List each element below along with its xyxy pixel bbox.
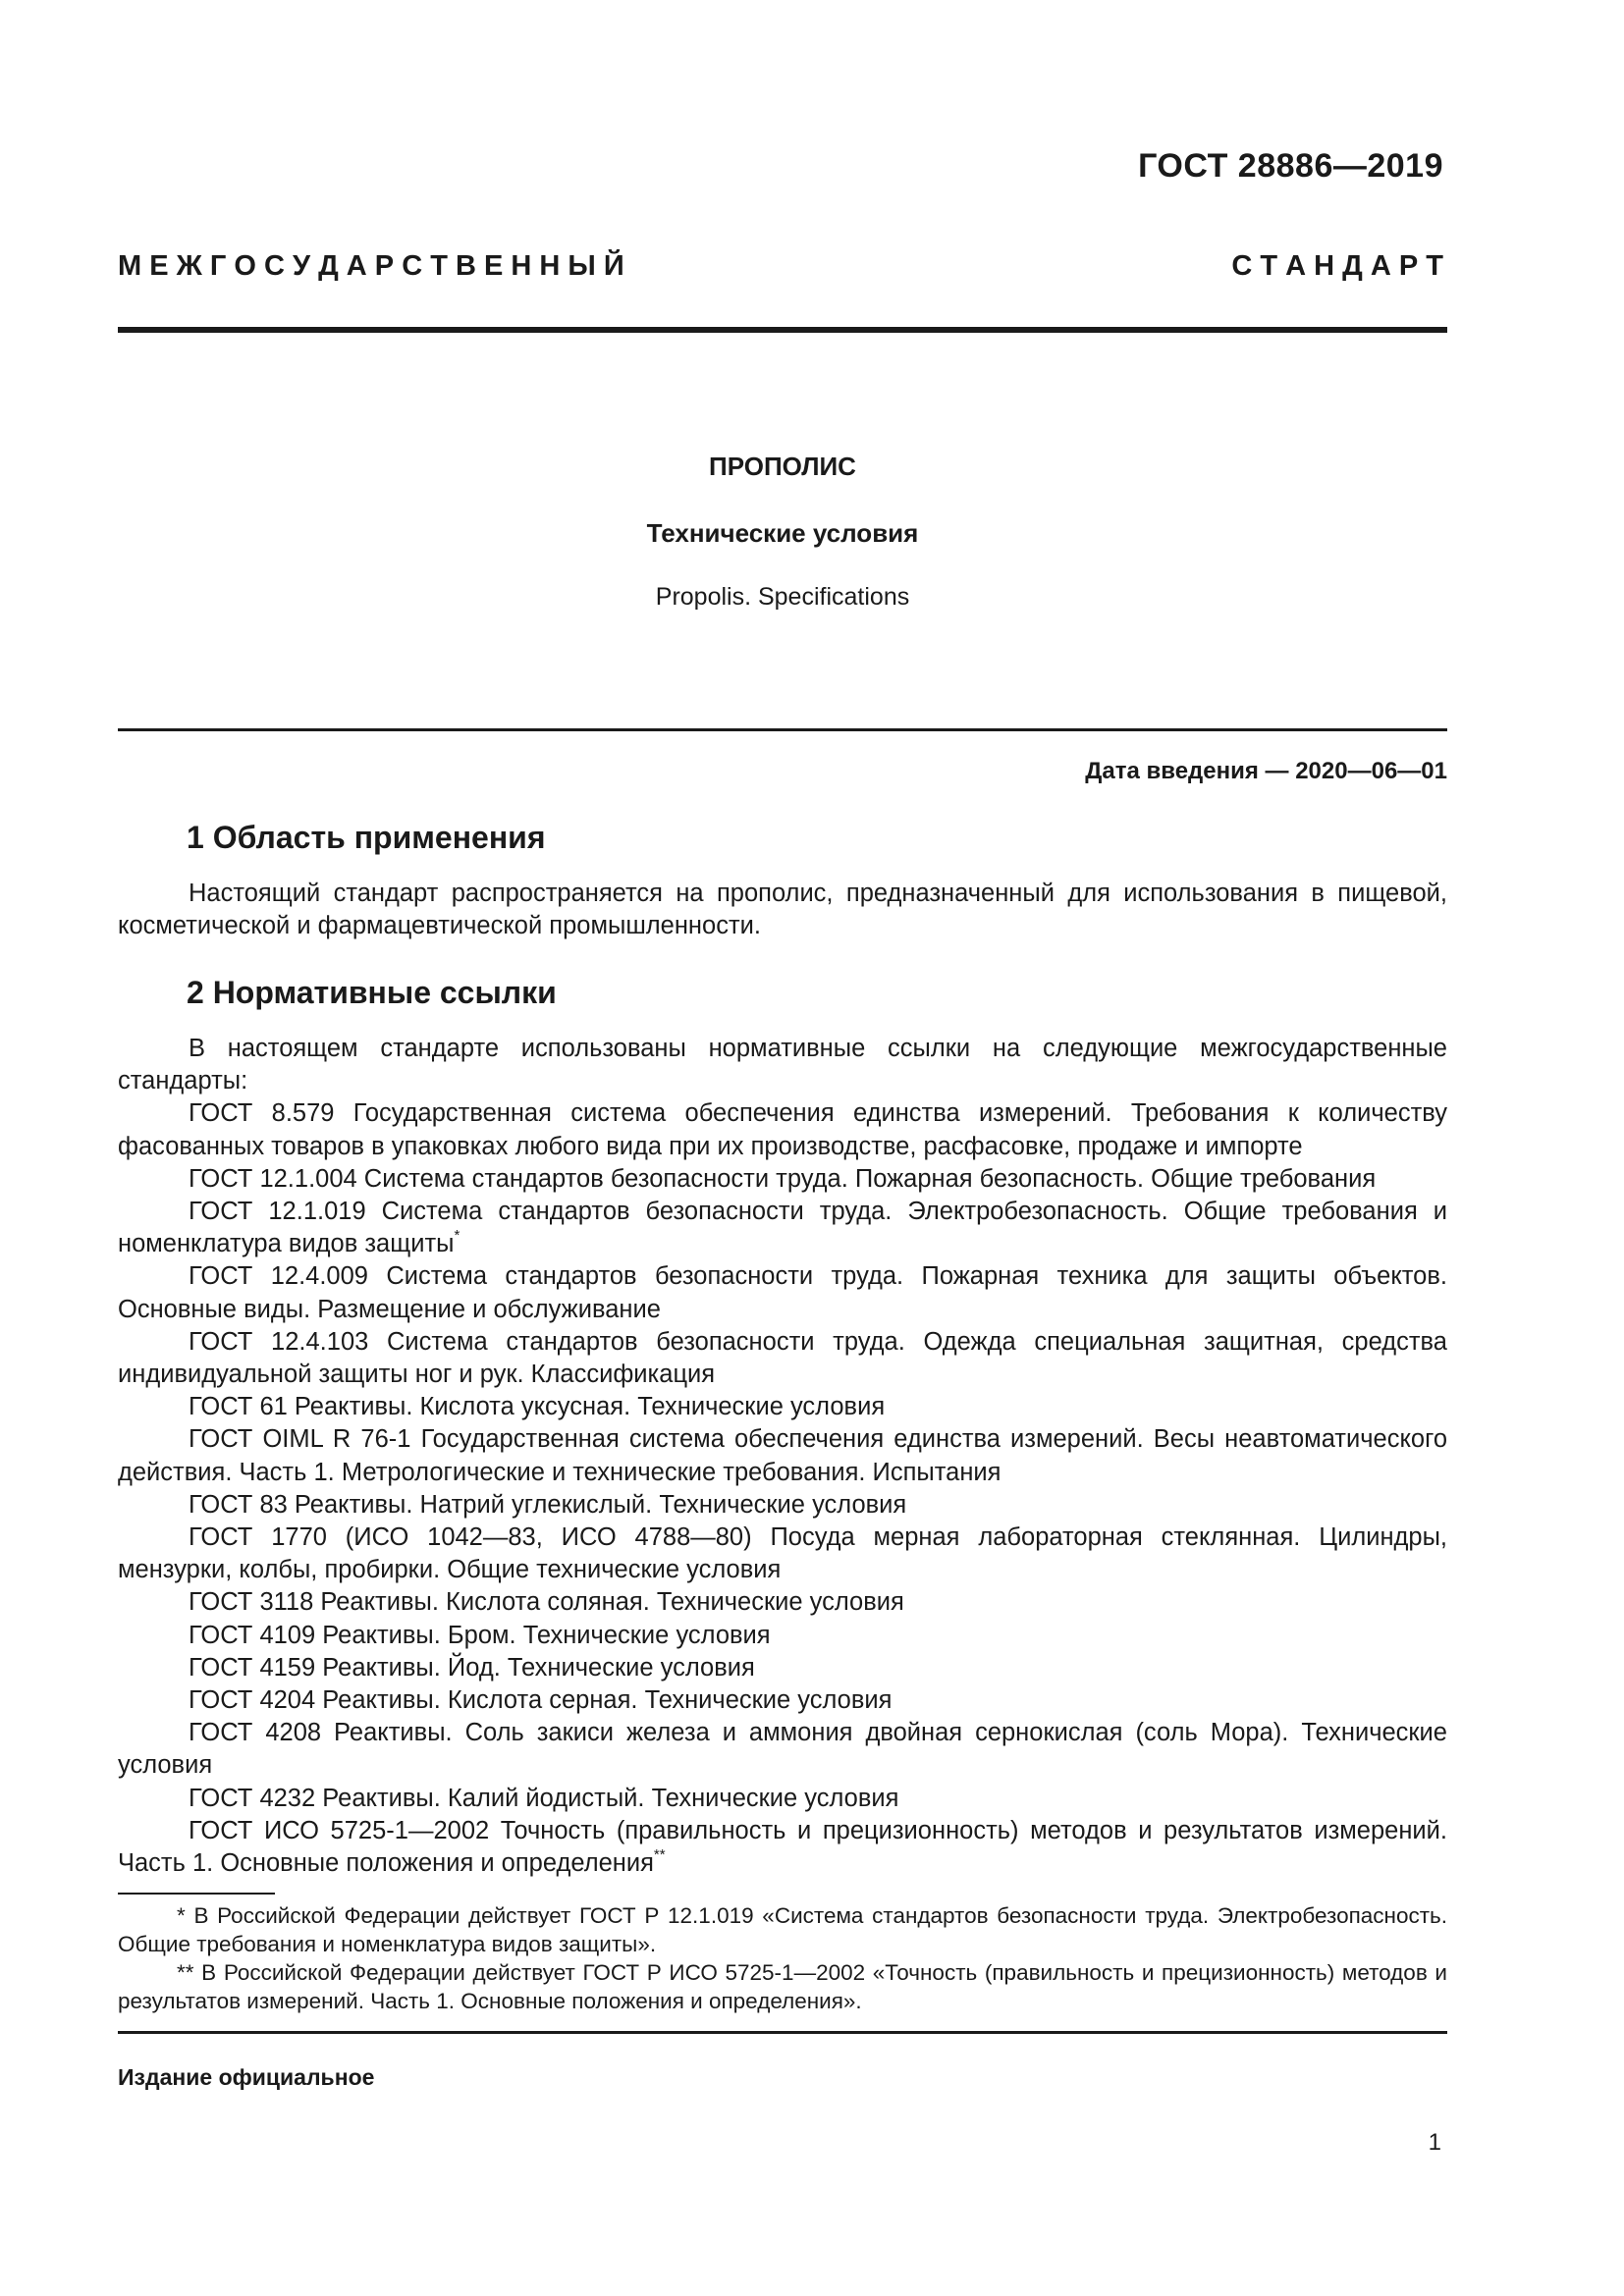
- reference-item: ГОСТ 4204 Реактивы. Кислота серная. Технические условия: [189, 1686, 893, 1715]
- reference-item: ГОСТ 4232 Реактивы. Калий йодистый. Технические условия: [189, 1784, 899, 1812]
- reference-item: ГОСТ 12.4.009 Система стандартов безопасности труда. Пожарная техника для защиты объектов. Основные виды. Размещение и обслуживание: [118, 1262, 1447, 1323]
- scope-paragraph: Настоящий стандарт распространяется на прополис, предназначенный для использования в пищевой, косметической и фармацевтической промышленности.: [118, 880, 1447, 940]
- section-heading-normative-references: 2 Нормативные ссылки: [187, 975, 557, 1010]
- title-rule: [118, 728, 1447, 731]
- page-number: 1: [1428, 2129, 1441, 2156]
- gost-number: ГОСТ 28886—2019: [1138, 147, 1443, 185]
- reference-item: ГОСТ 1770 (ИСО 1042—83, ИСО 4788—80) Посуда мерная лабораторная стеклянная. Цилиндры, мензурки, колбы, пробирки. Общие технические условия: [118, 1523, 1447, 1584]
- references-intro: В настоящем стандарте использованы нормативные ссылки на следующие межгосударственные стандарты:: [118, 1035, 1447, 1095]
- header-rule: [118, 327, 1447, 333]
- reference-item: ГОСТ 12.4.103 Система стандартов безопасности труда. Одежда специальная защитная, средства индивидуальной защиты ног и рук. Классификация: [118, 1327, 1447, 1389]
- reference-item: ГОСТ 4159 Реактивы. Йод. Технические условия: [189, 1653, 755, 1682]
- footnote-2: ** В Российской Федерации действует ГОСТ Р ИСО 5725-1—2002 «Точность (правильность и прецизионность) методов и результатов измерений. Часть 1. Основные положения и определения».: [118, 1960, 1447, 2013]
- document-title: ПРОПОЛИС: [709, 452, 856, 481]
- document-subtitle: Технические условия: [646, 518, 919, 548]
- reference-item-text: ГОСТ ИСО 5725-1—2002 Точность (правильность и прецизионность) методов и результатов измерений. Часть 1. Основные положения и определения: [118, 1816, 1447, 1878]
- section-scope-text: [118, 878, 1447, 942]
- footer-rule: [118, 2031, 1447, 2034]
- reference-item: [118, 1196, 1447, 1260]
- banner-word-standard: С Т А Н Д А Р Т: [1231, 250, 1443, 282]
- reference-item: ГОСТ 12.1.004 Система стандартов безопасности труда. Пожарная безопасность. Общие требования: [189, 1164, 1377, 1193]
- reference-item: [118, 1815, 1447, 1880]
- footnote-mark: **: [653, 1846, 666, 1864]
- section-heading-scope: 1 Область применения: [187, 820, 546, 855]
- interstate-standard-banner: [118, 250, 1443, 283]
- english-title: Propolis. Specifications: [655, 583, 910, 611]
- introduction-date: Дата введения — 2020—06—01: [1085, 758, 1447, 784]
- reference-item: ГОСТ 83 Реактивы. Натрий углекислый. Технические условия: [189, 1490, 907, 1519]
- normative-references-list: [118, 1033, 1447, 1880]
- reference-item: ГОСТ OIML R 76-1 Государственная система обеспечения единства измерений. Весы неавтоматического действия. Часть 1. Метрологические и технические требования. Испытания: [118, 1425, 1447, 1486]
- footnote-mark: *: [454, 1227, 460, 1245]
- official-edition-label: Издание официальное: [118, 2064, 375, 2090]
- reference-item: ГОСТ 4208 Реактивы. Соль закиси железа и аммония двойная сернокислая (соль Мора). Технические условия: [118, 1719, 1447, 1780]
- reference-item: ГОСТ 8.579 Государственная система обеспечения единства измерений. Требования к количеству фасованных товаров в упаковках любого вида при их производстве, расфасовке, продаже и импорте: [118, 1099, 1447, 1160]
- footnote-separator: [118, 1893, 275, 1895]
- reference-item-text: ГОСТ 12.1.019 Система стандартов безопасности труда. Электробезопасность. Общие требования и номенклатура видов защиты: [118, 1198, 1447, 1258]
- reference-item: ГОСТ 3118 Реактивы. Кислота соляная. Технические условия: [189, 1588, 904, 1617]
- reference-item: ГОСТ 61 Реактивы. Кислота уксусная. Технические условия: [189, 1393, 886, 1421]
- footnote-1: * В Российской Федерации действует ГОСТ Р 12.1.019 «Система стандартов безопасности труда. Электробезопасность. Общие требования и номенклатура видов защиты».: [118, 1903, 1447, 1956]
- footnotes: [118, 1901, 1447, 2015]
- banner-word-interstate: М Е Ж Г О С У Д А Р С Т В Е Н Н Ы Й: [118, 250, 624, 282]
- reference-item: ГОСТ 4109 Реактивы. Бром. Технические условия: [189, 1621, 771, 1649]
